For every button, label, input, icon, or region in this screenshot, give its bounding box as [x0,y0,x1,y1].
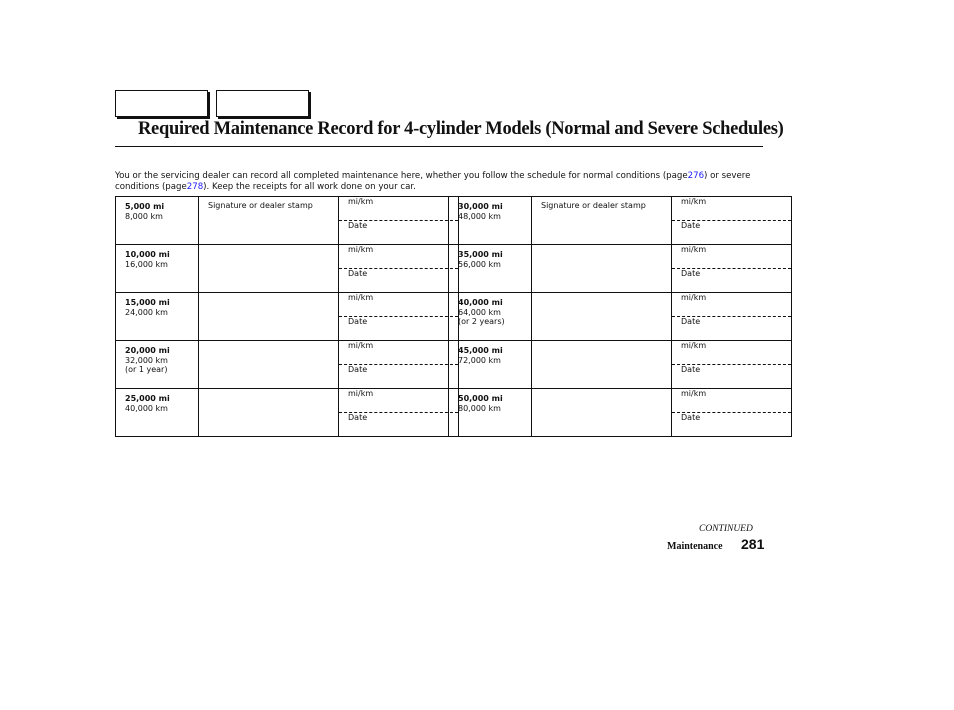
mileage-entry-label: mi/km [348,293,374,302]
maintenance-table-right [448,196,792,437]
record-row [449,245,792,269]
date-entry-label: Date [348,269,368,278]
signature-cell[interactable] [199,197,339,245]
mileage-cell [449,389,532,437]
mileage-cell [116,389,199,437]
mileage-entry-field[interactable] [672,245,792,269]
date-entry-field[interactable] [672,365,792,389]
mileage-km: 48,000 km [458,211,501,221]
nav-tab-1[interactable] [115,90,208,117]
mileage-entry-label: mi/km [348,197,374,206]
mileage-cell [449,341,532,389]
mileage-entry-field[interactable] [672,197,792,221]
mileage-interval-note: (or 2 years) [458,317,505,326]
date-entry-label: Date [348,221,368,230]
date-entry-label: Date [348,365,368,374]
mileage-entry-label: mi/km [681,341,707,350]
date-entry-field[interactable] [339,317,459,341]
date-entry-field[interactable] [672,413,792,437]
mileage-cell [449,197,532,245]
mileage-miles: 30,000 mi [458,202,503,211]
signature-cell[interactable] [532,197,672,245]
record-row [116,293,459,317]
nav-tab-2[interactable] [216,90,309,117]
mileage-cell [116,293,199,341]
mileage-entry-field[interactable] [339,389,459,413]
intro-paragraph [115,171,765,192]
mileage-entry-label: mi/km [348,245,374,254]
page-ref-severe[interactable]: 278 [186,181,204,192]
maintenance-table-left [115,196,459,437]
mileage-interval-note: (or 1 year) [125,365,168,374]
mileage-km: 8,000 km [125,211,163,221]
mileage-miles: 35,000 mi [458,250,503,259]
mileage-entry-label: mi/km [681,245,707,254]
mileage-entry-field[interactable] [672,389,792,413]
signature-label: Signature or dealer stamp [541,201,646,210]
signature-cell[interactable] [199,245,339,293]
mileage-km: 16,000 km [125,259,168,269]
record-row [116,341,459,365]
mileage-cell [449,245,532,293]
date-entry-label: Date [681,365,701,374]
mileage-miles: 25,000 mi [125,394,170,403]
mileage-miles: 50,000 mi [458,394,503,403]
intro-text-3: ). Keep the receipts for all work done on your car. [203,181,416,192]
mileage-entry-field[interactable] [339,341,459,365]
mileage-km: 72,000 km [458,355,501,365]
date-entry-label: Date [681,269,701,278]
mileage-entry-label: mi/km [348,341,374,350]
mileage-entry-field[interactable] [339,197,459,221]
mileage-entry-field[interactable] [672,341,792,365]
date-entry-label: Date [348,317,368,326]
date-entry-label: Date [681,413,701,422]
date-entry-field[interactable] [339,269,459,293]
continued-label: CONTINUED [699,524,753,534]
mileage-entry-field[interactable] [672,293,792,317]
record-row [449,341,792,365]
title-divider [115,146,763,147]
intro-text-1: You or the servicing dealer can record all completed maintenance here, whether you follow the schedule for normal conditions (page [115,171,688,181]
signature-cell[interactable] [532,245,672,293]
date-entry-label: Date [348,413,368,422]
mileage-miles: 20,000 mi [125,346,170,355]
mileage-cell [116,245,199,293]
mileage-miles: 15,000 mi [125,298,170,307]
date-entry-field[interactable] [339,221,459,245]
record-row [116,197,459,221]
record-row [449,389,792,413]
mileage-km: 64,000 km [458,307,501,317]
mileage-cell [449,293,532,341]
mileage-entry-label: mi/km [681,197,707,206]
date-entry-field[interactable] [672,317,792,341]
section-name: Maintenance [667,541,723,552]
signature-label: Signature or dealer stamp [208,201,313,210]
mileage-entry-label: mi/km [681,293,707,302]
page-number: 281 [741,536,765,552]
signature-cell[interactable] [199,293,339,341]
mileage-entry-field[interactable] [339,293,459,317]
signature-cell[interactable] [199,341,339,389]
mileage-entry-label: mi/km [348,389,374,398]
signature-cell[interactable] [199,389,339,437]
mileage-miles: 45,000 mi [458,346,503,355]
mileage-miles: 5,000 mi [125,202,165,211]
record-row [116,389,459,413]
signature-cell[interactable] [532,389,672,437]
mileage-km: 56,000 km [458,259,501,269]
date-entry-field[interactable] [339,365,459,389]
mileage-km: 24,000 km [125,307,168,317]
mileage-cell [116,197,199,245]
intro-text-2: ) or severe conditions (page [115,171,751,192]
date-entry-label: Date [681,317,701,326]
mileage-cell [116,341,199,389]
mileage-entry-label: mi/km [681,389,707,398]
record-row [449,293,792,317]
date-entry-field[interactable] [672,221,792,245]
signature-cell[interactable] [532,341,672,389]
mileage-entry-field[interactable] [339,245,459,269]
mileage-km: 80,000 km [458,403,501,413]
page-ref-normal[interactable]: 276 [687,171,705,181]
record-row [116,245,459,269]
date-entry-label: Date [681,221,701,230]
record-row [449,197,792,221]
signature-cell[interactable] [532,293,672,341]
date-entry-field[interactable] [672,269,792,293]
page-title: Required Maintenance Record for 4-cylinder Models (Normal and Severe Schedules) [138,119,784,139]
mileage-miles: 40,000 mi [458,298,503,307]
mileage-km: 40,000 km [125,403,168,413]
date-entry-field[interactable] [339,413,459,437]
mileage-km: 32,000 km [125,355,168,365]
mileage-miles: 10,000 mi [125,250,170,259]
